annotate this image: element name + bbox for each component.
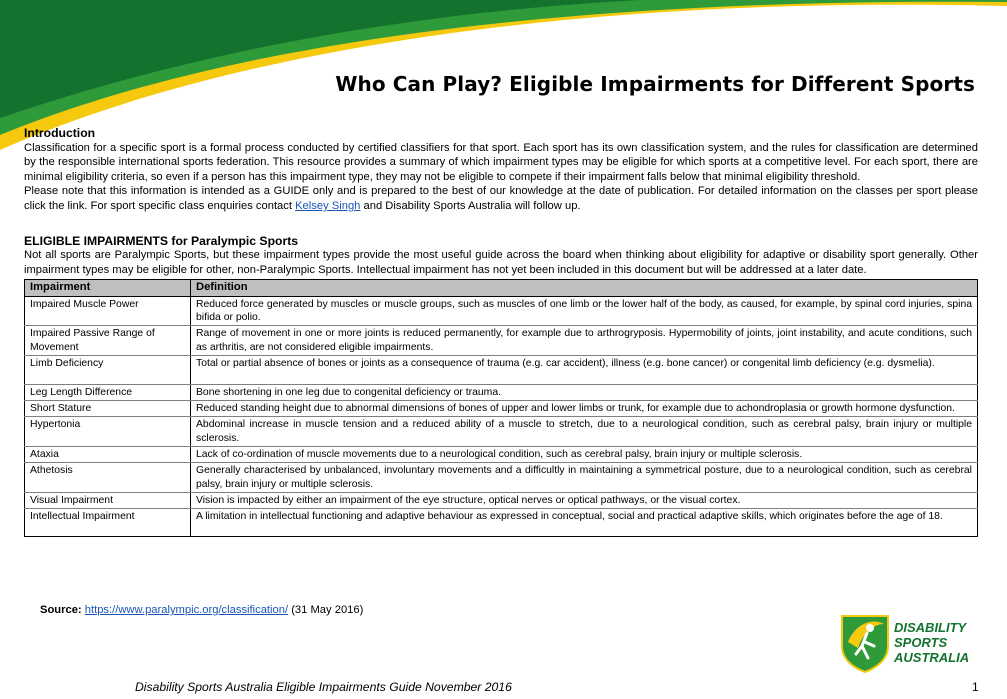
eligible-heading: ELIGIBLE IMPAIRMENTS for Paralympic Sports <box>24 233 299 248</box>
impairment-cell: Short Stature <box>25 401 191 417</box>
table-header-row <box>25 280 978 296</box>
impairment-cell: Impaired Passive Range of Movement <box>25 326 191 356</box>
definition-cell: Reduced standing height due to abnormal dimensions of bones of upper and lower limbs or trunk, for example due to achondroplasia or growth hormone dysfunction. <box>191 401 978 417</box>
page-number: 1 <box>972 680 979 694</box>
table-row <box>25 296 978 326</box>
table-row <box>25 355 978 384</box>
source-date: (31 May 2016) <box>291 604 364 616</box>
definition-header: Definition <box>191 280 978 296</box>
footer-text: Disability Sports Australia Eligible Impairments Guide November 2016 <box>135 680 512 694</box>
page-title: Who Can Play? Eligible Impairments for Different Sports <box>335 72 975 96</box>
table-row <box>25 401 978 417</box>
logo-line2: SPORTS <box>894 635 948 650</box>
guide-note-text: Please note that this information is intended as a GUIDE only and is prepared to the best of our knowledge at the date of publication. For detailed information on the classes per sport please click the link. For sport specific class enquiries contact <box>24 185 978 212</box>
intro-paragraph: Classification for a specific sport is a formal process conducted by certified classifiers for that sport. Each sport has its own classification system, and the rules for classification are determined by the responsible international sports federation. This resource provides a summary of which impairment types may be eligible for which sports at a competitive level. For each sport, there are minimal eligibility criteria, so even if a person has this impairment type, they may not be eligible to compete if their impairment falls below that minimal eligibility threshold. <box>24 141 978 183</box>
eligible-paragraph: Not all sports are Paralympic Sports, but these impairment types provide the most useful guide across the board when thinking about eligibility for adaptive or disability sport generally. Other impairment types may be eligible for other, non-Paralympic Sports. Intellectual impairment has not yet been included in this document but will be addressed at a later date. <box>24 249 978 276</box>
definition-cell: Lack of co-ordination of muscle movements due to a neurological condition, such as cerebral palsy, brain injury or multiple sclerosis. <box>191 447 978 463</box>
impairment-cell: Intellectual Impairment <box>25 509 191 537</box>
impairment-cell: Athetosis <box>25 463 191 493</box>
disability-sports-australia-logo <box>840 612 980 674</box>
impairment-cell: Impaired Muscle Power <box>25 296 191 326</box>
table-row <box>25 417 978 447</box>
definition-cell: Reduced force generated by muscles or muscle groups, such as muscles of one limb or the lower half of the body, as caused, for example, by spinal cord injuries, spina bifida or polio. <box>191 296 978 326</box>
source-label: Source: <box>40 604 82 616</box>
table-row <box>25 492 978 508</box>
table-row <box>25 509 978 537</box>
source-link[interactable]: https://www.paralympic.org/classification/ <box>84 604 289 616</box>
table-row <box>25 326 978 356</box>
impairment-cell: Ataxia <box>25 447 191 463</box>
definition-cell: Bone shortening in one leg due to congenital deficiency or trauma. <box>191 384 978 400</box>
impairment-header: Impairment <box>25 280 191 296</box>
contact-link[interactable]: Kelsey Singh <box>295 199 361 212</box>
definition-cell: A limitation in intellectual functioning and adaptive behaviour as expressed in conceptual, social and practical adaptive skills, which originates before the age of 18. <box>191 509 978 537</box>
impairment-cell: Visual Impairment <box>25 492 191 508</box>
table-row <box>25 463 978 493</box>
source-citation <box>40 604 363 616</box>
definition-cell: Range of movement in one or more joints is reduced permanently, for example due to arthrogryposis. Hypermobility of joints, joint instability, and acute conditions, such as arthritis, are not considered eligible impairments. <box>191 326 978 356</box>
intro-heading: Introduction <box>24 126 96 140</box>
table-row <box>25 384 978 400</box>
impairment-cell: Hypertonia <box>25 417 191 447</box>
definition-cell: Generally characterised by unbalanced, involuntary movements and a difficultly in maintaining a symmetrical posture, due to a neurological condition, such as cerebral palsy, brain injury or multiple sclerosis. <box>191 463 978 493</box>
definition-cell: Abdominal increase in muscle tension and a reduced ability of a muscle to stretch, due to a neurological condition, such as cerebral palsy, brain injury or multiple sclerosis. <box>191 417 978 447</box>
guide-note-end: and Disability Sports Australia will follow up. <box>360 199 581 212</box>
impairment-cell: Leg Length Difference <box>25 384 191 400</box>
impairments-table <box>24 279 978 537</box>
logo-line1: DISABILITY <box>894 620 967 635</box>
document-body <box>24 126 978 537</box>
guide-note <box>24 184 978 213</box>
table-row <box>25 447 978 463</box>
definition-cell: Total or partial absence of bones or joints as a consequence of trauma (e.g. car accident), illness (e.g. bone cancer) or congenital limb deficiency (e.g. dysmelia). <box>191 355 978 384</box>
definition-cell: Vision is impacted by either an impairment of the eye structure, optical nerves or optical pathways, or the visual cortex. <box>191 492 978 508</box>
logo-line3: AUSTRALIA <box>894 650 970 665</box>
impairment-cell: Limb Deficiency <box>25 355 191 384</box>
